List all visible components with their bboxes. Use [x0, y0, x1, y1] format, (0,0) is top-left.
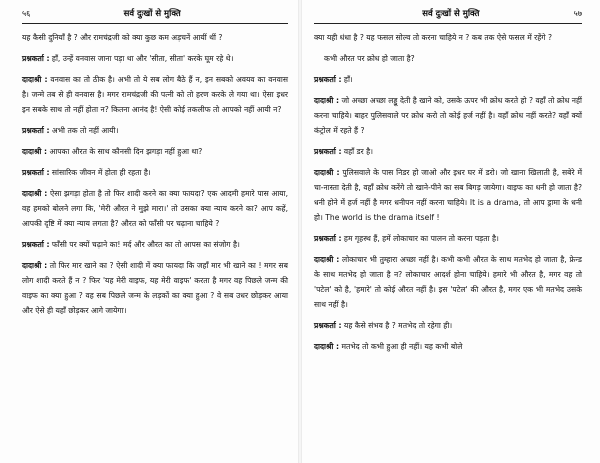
- paragraph-text: यह कैसी दुनियाँ है ? और रामचंद्रजी को क्या कुछ कम अड़चनें आयीं थीं ?: [22, 33, 223, 42]
- paragraph: [314, 93, 582, 138]
- paragraph: [314, 165, 582, 225]
- paragraph: [22, 237, 288, 252]
- paragraph-text: जो अच्छा अच्छा लड्डू देती है खाने को, उसके ऊपर भी क्रोध करते हो ? वहाँ तो क्रोध नहीं करना चाहिये। बाहर पुलिसवाले पर क्रोध करो तो कोई हर्ज नहीं है। वहाँ क्रोध नहीं करते? वहाँ क्यों कंट्रोल में रहते हैं ?: [314, 96, 582, 135]
- speaker-label: दादाश्री :: [22, 261, 48, 270]
- paragraph: [314, 231, 582, 246]
- speaker-label: प्रश्नकर्ता :: [22, 126, 50, 135]
- speaker-label: दादाश्री :: [314, 342, 340, 351]
- paragraph: [22, 165, 288, 180]
- speaker-label: दादाश्री :: [314, 168, 340, 177]
- paragraph: [314, 30, 582, 45]
- paragraph-text: सांसारिक जीवन में होता ही रहता है।: [51, 168, 151, 177]
- speaker-label: प्रश्नकर्ता :: [314, 75, 342, 84]
- right-page-header: [314, 5, 582, 24]
- speaker-label: दादाश्री :: [22, 189, 48, 198]
- paragraph: [22, 30, 288, 45]
- right-page: [304, 0, 600, 463]
- speaker-label: प्रश्नकर्ता :: [22, 168, 50, 177]
- speaker-label: प्रश्नकर्ता :: [314, 147, 342, 156]
- right-header-title: सर्व दुःखों से मुक्ति: [422, 8, 480, 19]
- paragraph-text: अभी तक तो नहीं आयी।: [51, 126, 119, 135]
- book-gutter: [298, 0, 302, 463]
- speaker-label: दादाश्री :: [22, 75, 48, 84]
- paragraph-text: फाँसी पर क्यों चढ़ाने का! मर्द और औरत का तो आपस का संजोग है।: [51, 240, 240, 249]
- paragraph: [22, 123, 288, 138]
- speaker-label: प्रश्नकर्ता :: [314, 321, 342, 330]
- left-page-header: [22, 5, 288, 24]
- paragraph: [314, 252, 582, 312]
- paragraph: [314, 318, 582, 333]
- paragraph-text: यह कैसे संभव है ? मतभेद तो रहेगा ही।: [343, 321, 453, 330]
- paragraph-text: क्या यही धंधा है ? यह फसल सोल्व तो करना चाहिये न ? कब तक ऐसे फसल में रहेंगे ?: [314, 33, 553, 42]
- paragraph: [22, 258, 288, 318]
- paragraph: [22, 51, 288, 66]
- speaker-label: प्रश्नकर्ता :: [314, 234, 342, 243]
- speaker-label: दादाश्री :: [314, 255, 340, 264]
- paragraph: [22, 186, 288, 231]
- paragraph: [22, 72, 288, 117]
- paragraph: [314, 72, 582, 87]
- paragraph-text: हम गृहस्थ हैं, हमें लोकाचार का पालन तो करना पड़ता है।: [343, 234, 499, 243]
- left-page: [0, 0, 296, 463]
- paragraph-text: कभी औरत पर क्रोध हो जाता है?: [324, 54, 415, 63]
- paragraph: [314, 339, 582, 354]
- right-page-body: [314, 30, 582, 354]
- speaker-label: प्रश्नकर्ता :: [22, 240, 50, 249]
- paragraph-text: मतभेद तो कभी हुआ ही नहीं। यह कभी बोले: [341, 342, 463, 351]
- speaker-label: दादाश्री :: [314, 96, 340, 105]
- paragraph-text: हाँ, उन्हें वनवास जाना पड़ा था और 'सीता, सीता' करके घूम रहे थे।: [51, 54, 234, 63]
- right-page-number: ५७: [573, 8, 582, 18]
- paragraph-text: वहाँ डर है।: [343, 147, 374, 156]
- paragraph-text: वनवास का तो ठीक है। अभी तो ये सब लोग बैठे हैं न, इन सबको अवयव का वनवास है। जन्मे तब से ही वनवास है। मगर रामचंद्रजी की पत्नी को तो हरण करके ले गया था। ऐसा इधर इन सबके साथ तो नहीं होता न? कितना आनंद है! ऐसी कोई तकलीफ तो आपको नहीं आयी न?: [22, 75, 288, 114]
- paragraph-text: ऐसा झगड़ा होता है तो फिर शादी करने का क्या फायदा? एक आदमी हमारे पास आया, वह हमको बोलने लगा कि, 'मेरी औरत ने मुझे मारा।' तो उसका क्या न्याय करने का? आप कहें, आपकी दृष्टि में क्या न्याय लगता है? औरत को फाँसी पर चढ़ाना चाहिये ?: [22, 189, 288, 228]
- paragraph: [314, 51, 582, 66]
- paragraph-text: पुलिसवाले के पास निडर हो जाओ और इधर घर में डरो। जो खाना खिलाती है, सबेरे में चा-नास्ता देती है, वहाँ क्रोध करेंगे तो खाने-पीने का सब बिगड़ जायेगा। वाइफ का धनी हो जाता है? धनी होने में हर्ज नहीं है मगर धनीपन नहीं करना चाहिये। It is a drama, तो आप ड्रामा के धनी हो। The world is the drama itself !: [314, 168, 582, 222]
- left-header-title: सर्व दुःखों से मुक्ति: [123, 8, 181, 19]
- paragraph-text: आपका औरत के साथ कौनसी दिन झगड़ा नहीं हुआ था?: [49, 147, 203, 156]
- paragraph-text: लोकाचार भी तुम्हारा अच्छा नहीं है। कभी कभी औरत के साथ मतभेद हो जाता है, फ्रेन्ड के साथ मतभेद हो जाता है न? लोकाचार आदर्श होना चाहिये। हमारे भी औरत है, मगर वह तो 'पटेल' को है, 'हमारे' तो कोई औरत नहीं है। इस 'पटेल' की औरत है, मगर एक भी मतभेद उसके साथ नहीं है।: [314, 255, 582, 309]
- speaker-label: दादाश्री :: [22, 147, 48, 156]
- paragraph-text: हाँ।: [343, 75, 353, 84]
- speaker-label: प्रश्नकर्ता :: [22, 54, 50, 63]
- paragraph-text: तो फिर मार खाने का ? ऐसी शादी में क्या फायदा कि जहाँ मार भी खाने का ! मगर सब लोग शादी करते हैं न ? फिर 'यह मेरी वाइफ, यह मेरी वाइफ' करता है मगर वह पिछले जन्म की वाइफ का क्या हुआ ? वह सब पिछले जन्म के लड़कों का क्या हुआ ? वे सब उधर छोड़कर आया और ऐसे ही यहाँ छोड़कर आगे जायेगा।: [22, 261, 288, 315]
- paragraph: [22, 144, 288, 159]
- paragraph: [314, 144, 582, 159]
- left-page-body: [22, 30, 288, 318]
- left-page-number: ५६: [22, 8, 31, 18]
